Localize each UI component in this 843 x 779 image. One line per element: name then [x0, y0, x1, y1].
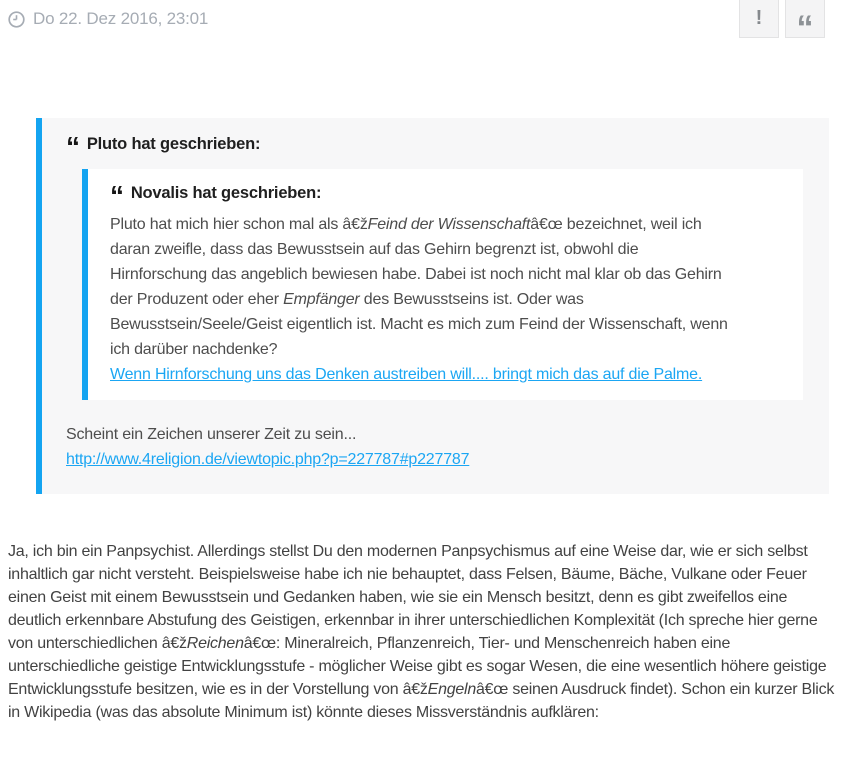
clock-icon	[8, 11, 25, 28]
post-meta	[8, 9, 208, 29]
report-post-button[interactable]	[739, 0, 779, 38]
outer-quote-header: “ Pluto hat geschrieben:	[66, 131, 261, 162]
outer-quote-comment-area	[66, 422, 809, 472]
inner-quote-block	[82, 169, 803, 400]
outer-quote-block	[36, 118, 829, 494]
post-timestamp: Do 22. Dez 2016, 23:01	[33, 9, 209, 28]
outer-quote-url-link[interactable]: http://www.4religion.de/viewtopic.php?p=227787#p227787	[66, 451, 470, 468]
outer-quote-comment: Scheint ein Zeichen unserer Zeit zu sein...	[66, 426, 357, 443]
post-actions	[739, 0, 825, 47]
post-body-text: Ja, ich bin ein Panpsychist. Allerdings stellst Du den modernen Panpsychismus auf eine Weise dar, wie er sich selbst inhaltlich gar nicht versteht. Beispielsweise habe ich nie behauptet, dass Felsen, Bäume, Bäche, Vulkane oder Feuer einen Geist mit einem Bewusstsein und Gedanken haben, wie sie ein Mensch besitzt, denn es gibt zweifellos eine deutlich erkennbare Abstufung des Geistigen, erkennbar in ihrer unterschiedlichen Komplexität (Ich spreche hier gerne von unterschiedlichen â€žReichenâ€œ: Mineralreich, Pflanzenreich, Tier- und Menschenreich haben eine unterschiedliche geistige Entwicklungsstufe - möglicher Weise gibt es sogar Wesen, die eine wesentlich höhere geistige Entwicklungsstufe besitzen, wie es in der Vorstellung von â€žEngelnâ€œ seinen Ausdruck findet). Schon ein kurzer Blick in Wikipedia (was das absolute Minimum ist) könnte dieses Missverständnis aufklären:	[8, 543, 835, 721]
inner-quote-text: Pluto hat mich hier schon mal als â€žFeind der Wissenschaftâ€œ bezeichnet, weil ich daran zweifle, dass das Bewusstsein auf das Gehirn begrenzt ist, obwohl die Hirnforschung das angeblich bewiesen habe. Dabei ist noch nicht mal klar ob das Gehirn der Produzent oder eher Empfänger des Bewusstseins ist. Oder was Bewusstsein/Seele/Geist eigentlich ist. Macht es mich zum Feind der Wissenschaft, wenn ich darüber nachdenke?	[110, 216, 728, 358]
inner-quote-topic-link[interactable]: Wenn Hirnforschung uns das Denken austreiben will.... bringt mich das auf die Palme.	[110, 366, 703, 383]
inner-quote-header: “ Novalis hat geschrieben:	[110, 180, 322, 211]
inner-quote-author: Novalis hat geschrieben:	[130, 184, 322, 202]
quote-post-button[interactable]: “	[785, 0, 825, 38]
outer-quote-author: Pluto hat geschrieben:	[86, 135, 261, 153]
report-icon: !	[755, 7, 763, 29]
